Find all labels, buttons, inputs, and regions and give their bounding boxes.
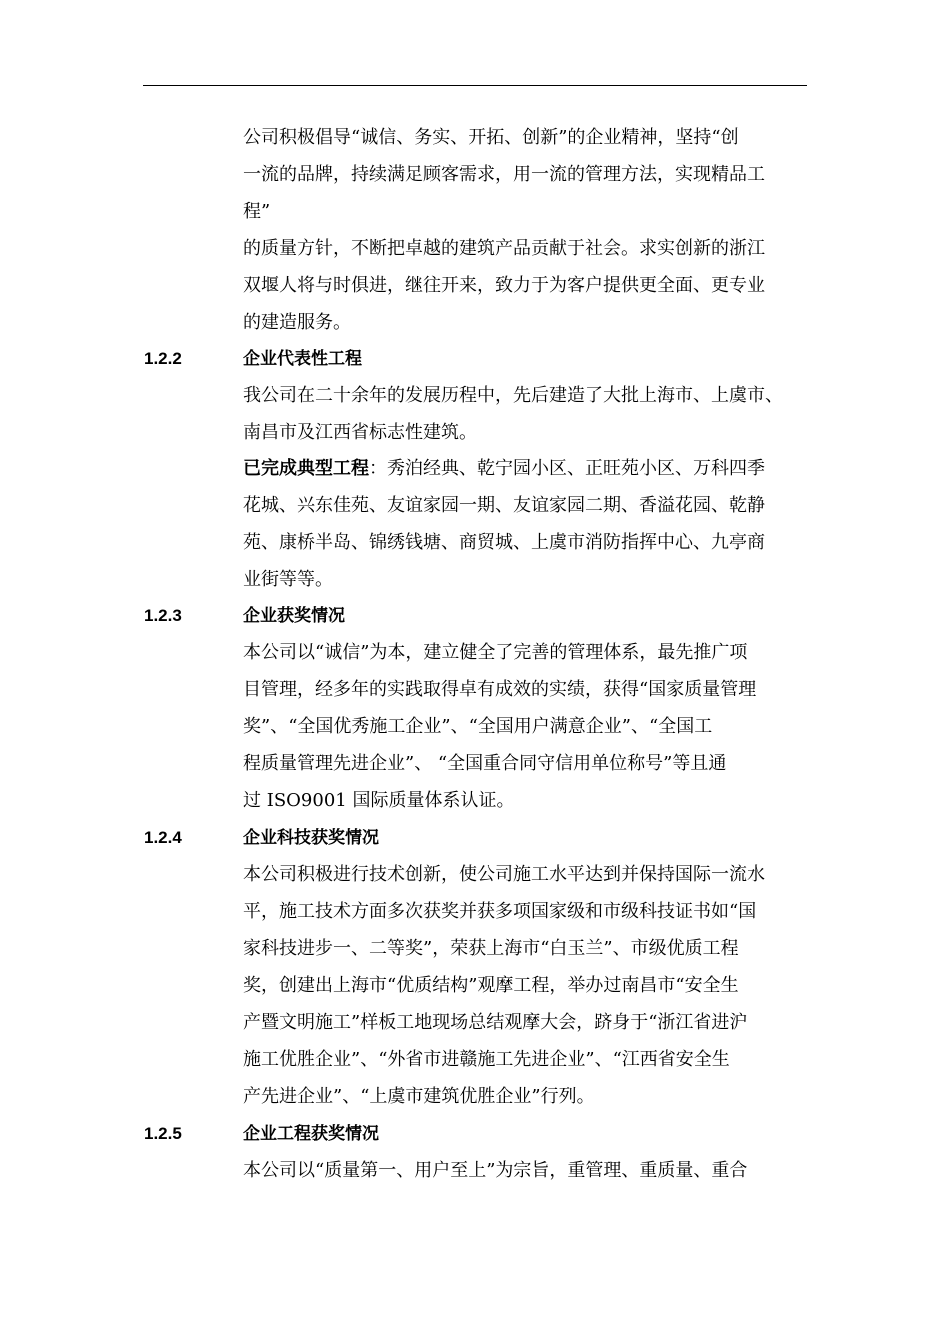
section-title: 企业科技获奖情况 bbox=[243, 828, 379, 848]
section-line: 本公司以“诚信”为本，建立健全了完善的管理体系，最先推广项 bbox=[243, 642, 748, 663]
section-line: 我公司在二十余年的发展历程中，先后建造了大批上海市、上虞市、 bbox=[243, 385, 783, 406]
intro-line: 双堰人将与时俱进，继往开来，致力于为客户提供更全面、更专业 bbox=[243, 275, 765, 296]
section-line: 家科技进步一、二等奖”，荣获上海市“白玉兰”、市级优质工程 bbox=[243, 938, 739, 959]
section-number: 1.2.5 bbox=[144, 1124, 182, 1143]
section-line: 产先进企业”、“上虞市建筑优胜企业”行列。 bbox=[243, 1086, 595, 1107]
section-line: 本公司积极进行技术创新，使公司施工水平达到并保持国际一流水 bbox=[243, 864, 765, 885]
section-line: 目管理，经多年的实践取得卓有成效的实绩，获得“国家质量管理 bbox=[243, 679, 757, 700]
section-line: 业街等等。 bbox=[243, 569, 333, 590]
section-line: 奖”、“全国优秀施工企业”、“全国用户满意企业”、“全国工 bbox=[243, 716, 713, 737]
section-title: 企业工程获奖情况 bbox=[243, 1124, 379, 1144]
section-line: 程质量管理先进企业”、 “全国重合同守信用单位称号”等且通 bbox=[243, 753, 727, 774]
section-line: 产暨文明施工”样板工地现场总结观摩大会，跻身于“浙江省进沪 bbox=[243, 1012, 748, 1033]
section-title: 企业代表性工程 bbox=[243, 349, 362, 369]
section-number: 1.2.2 bbox=[144, 349, 182, 368]
section-line: 施工优胜企业”、“外省市进赣施工先进企业”、“江西省安全生 bbox=[243, 1049, 730, 1070]
completed-projects-line bbox=[243, 457, 765, 481]
intro-line: 一流的品牌，持续满足顾客需求，用一流的管理方法，实现精品工 bbox=[243, 164, 765, 185]
section-number: 1.2.4 bbox=[144, 828, 182, 847]
section-number: 1.2.3 bbox=[144, 606, 182, 625]
section-line: 奖，创建出上海市“优质结构”观摩工程，举办过南昌市“安全生 bbox=[243, 975, 739, 996]
intro-line: 的建造服务。 bbox=[243, 312, 351, 333]
section-line: 平，施工技术方面多次获奖并获多项国家级和市级科技证书如“国 bbox=[243, 901, 757, 922]
section-line: 过 ISO9001 国际质量体系认证。 bbox=[243, 790, 515, 811]
section-line: 南昌市及江西省标志性建筑。 bbox=[243, 422, 477, 443]
section-title: 企业获奖情况 bbox=[243, 606, 345, 626]
completed-projects-label: 已完成典型工程 bbox=[243, 458, 369, 479]
section-line: 苑、康桥半岛、锦绣钱塘、商贸城、上虞市消防指挥中心、九亭商 bbox=[243, 532, 765, 553]
header-rule bbox=[143, 85, 807, 86]
intro-line: 程” bbox=[243, 201, 271, 222]
section-line: 本公司以“质量第一、用户至上”为宗旨，重管理、重质量、重合 bbox=[243, 1160, 748, 1181]
completed-projects-text: ：秀泊经典、乾宁园小区、正旺苑小区、万科四季 bbox=[369, 458, 765, 479]
intro-line: 公司积极倡导“诚信、务实、开拓、创新”的企业精神，坚持“创 bbox=[243, 127, 739, 148]
intro-line: 的质量方针，不断把卓越的建筑产品贡献于社会。求实创新的浙江 bbox=[243, 238, 765, 259]
section-line: 花城、兴东佳苑、友谊家园一期、友谊家园二期、香溢花园、乾静 bbox=[243, 495, 765, 516]
